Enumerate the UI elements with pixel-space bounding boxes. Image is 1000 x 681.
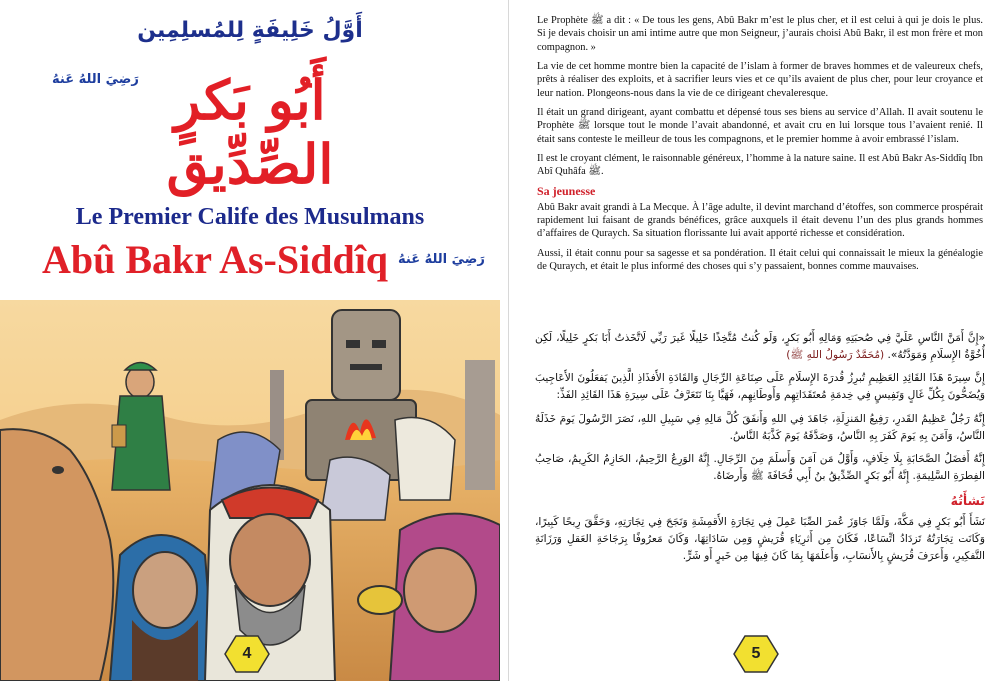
arabic-paragraph-2: إِنَّهُ رَجُلٌ عَظِيمُ القَدرِ، رَفِيعُ المَنزِلَةِ، جَاهَدَ فِي اللهِ وَأَنفَقَ كُلَّ مَالِهِ فِي سَبِيلِ اللهِ، نَصَرَ الرَّسُولَ يَومَ خَذَلَهُ النَّاسُ، وَآمَنَ بِهِ يَومَ كَفَرَ بِهِ النَّاسُ، وَصَدَّقَهُ يَومَ كَذَّبَهُ النَّاسُ. [535, 412, 985, 442]
page-number-left [224, 634, 270, 674]
foreground-man-left [110, 535, 215, 681]
french-paragraph-6: Aussi, il était connu pour sa sagesse et sa pondération. Il était celui qui connaissait le mieux la généalogie de Quraych, et était le plus informé des choses qui s’y passaient, bonnes comme mauvaises. [537, 247, 983, 273]
page-number-right [733, 634, 779, 674]
arabic-honorific-top: رَضِيَ اللهُ عَنهُ [52, 72, 139, 87]
arabic-series-title: أَوَّلُ خَلِيفَةٍ لِلمُسلِمِين [137, 18, 363, 43]
french-series-title: Le Premier Calife des Musulmans [75, 204, 425, 230]
arabic-name-title: أَبُو بَكرٍ الصِّدِّيق [166, 68, 334, 196]
french-section-heading: Sa jeunesse [537, 184, 596, 199]
french-text-block [537, 14, 983, 279]
french-name-title: Abû Bakr As-Siddîq [41, 237, 389, 282]
cover-illustration [0, 300, 500, 681]
french-paragraph-3: Il était un grand dirigeant, ayant combattu et dépensé tous ses biens au service d’Allah. Il avait soutenu le Prophète ﷺ lorsque tout le monde l’avait abandonné, et avait cru en lui lorsque tous l’avaient renié. Il était sans conteste le meilleur de tous les compagnons, et le premier homme à avoir embrassé l’islam. [537, 106, 983, 145]
arabic-honorific-bottom: رَضِيَ اللهُ عَنهُ [398, 252, 485, 267]
arabic-section-heading: نَشأَتُهُ [950, 493, 985, 509]
french-paragraph-2: La vie de cet homme montre bien la capacité de l’islam à former de braves hommes et de valeureux chefs, prêts à réaliser des exploits, et à sacrifier leurs vies et ce qu’ils avaient de plus cher, pour leur croyance et leur nation. Plongeons-nous dans la vie de ce dirigeant chevaleresque. [537, 60, 983, 99]
page-number-left-text: 4 [242, 645, 252, 662]
page-number-right-text: 5 [751, 645, 761, 662]
arabic-text-block [535, 330, 985, 571]
arabic-paragraph-3: إِنَّهُ أَفضَلُ الصَّحَابَةِ بِلَا خِلَافٍ، وَأَوَّلُ مَن آمَنَ وَأَسلَمَ مِنَ الرِّجَالِ. إِنَّهُ الوَرِعُ الرَّحِيمُ، الحَازِمُ الكَرِيمُ، صَاحِبُ الفِطرَةِ السَّلِيمَةِ. إِنَّهُ أَبُو بَكرٍ الصِّدِّيقُ بنُ أَبِي قُحَافَةَ ﷺ وَأَرضَاهُ. [535, 452, 985, 483]
french-paragraph-1: Le Prophète ﷺ a dit : « De tous les gens, Abû Bakr m’est le plus cher, et il est celui à qui je dois le plus. Si je devais choisir un ami intime autre que mon Seigneur, j’aurais choisi Abû Bakr, il est mon frère et mon compagnon. » [537, 15, 984, 53]
arabic-paragraph-4: نَشَأَ أَبُو بَكرٍ فِي مَكَّةَ، وَلَمَّا جَاوَزَ عُمرَ الصِّبَا عَمِلَ فِي تِجَارَةِ الأَقمِشَةِ وَنَجَحَ فِي تِجَارَتِهِ، وَحَقَّقَ رِبحًا كَبِيرًا، وَكَانَت تِجَارَتُهُ تَزدَادُ اتِّسَاعًا، فَكَانَ مِن أَثرِيَاءِ قُرَيشٍ وَمِن سَادَاتِهَا، وَكَانَ مَعرُوفًا بِرَجَاحَةِ العَقلِ وَرَزَانَةِ التَّفكِيرِ، وَأَعرَفَ قُرَيشٍ بِالأَنسَابِ، وَأَعلَمَهَا بِمَا كَانَ فِيهَا مِن خَيرٍ أَو شَرٍّ. [535, 515, 985, 562]
arabic-hadith [535, 330, 985, 364]
french-paragraph-4: Il est le croyant clément, le raisonnable généreux, l’homme à la nature saine. Il est Abû Bakr As-Siddîq Ibn Abî Quhâfa ﷺ. [537, 152, 983, 178]
arabic-paragraph-1: إِنَّ سِيرَةَ هَذَا القَائِدِ العَظِيمِ تُبرِزُ قُدرَةَ الإِسلَامِ عَلَى صِنَاعَةِ الرِّجَالِ وَالقَادَةِ الأَفذَاذِ الَّذِينَ يَفعَلُونَ الأَعَاجِيبَ وَيُضَحُّونَ بِكُلِّ غَالٍ وَنَفِيسٍ فِي خِدمَةِ مُعتَقَدَاتِهِم وَأَوطَانِهِم، فَهَيَّا بِنَا نَتَعَرَّفُ عَلَى سِيرَةِ هَذَا القَائِدِ الفَذِّ: [535, 372, 985, 402]
right-page [508, 0, 1000, 681]
french-paragraph-5: Abû Bakr avait grandi à La Mecque. À l’âge adulte, il devint marchand d’étoffes, son commerce prospérait rapidement lui faisant de grands bénéfices, grâce auxquels il était devenu l’un des plus grands hommes d’affaires de Quraych. Sa situation florissante lui avait apporté richesse et considération. [537, 201, 983, 240]
arabic-hadith-text: «إِنَّ أَمَنَّ النَّاسِ عَلَيَّ فِي صُحبَتِهِ وَمَالِهِ أَبُو بَكرٍ، وَلَو كُنتُ مُتَّخِذًا خَلِيلًا غَيرَ رَبِّي لَاتَّخَذتُ أَبَا بَكرٍ خَلِيلًا، لَكِن أُخُوَّةُ الإِسلَامِ وَمَوَدَّتُهُ». [535, 332, 985, 362]
arabic-hadith-source: (مُحَمَّدٌ رَسُولُ اللهِ ﷺ) [786, 349, 885, 362]
